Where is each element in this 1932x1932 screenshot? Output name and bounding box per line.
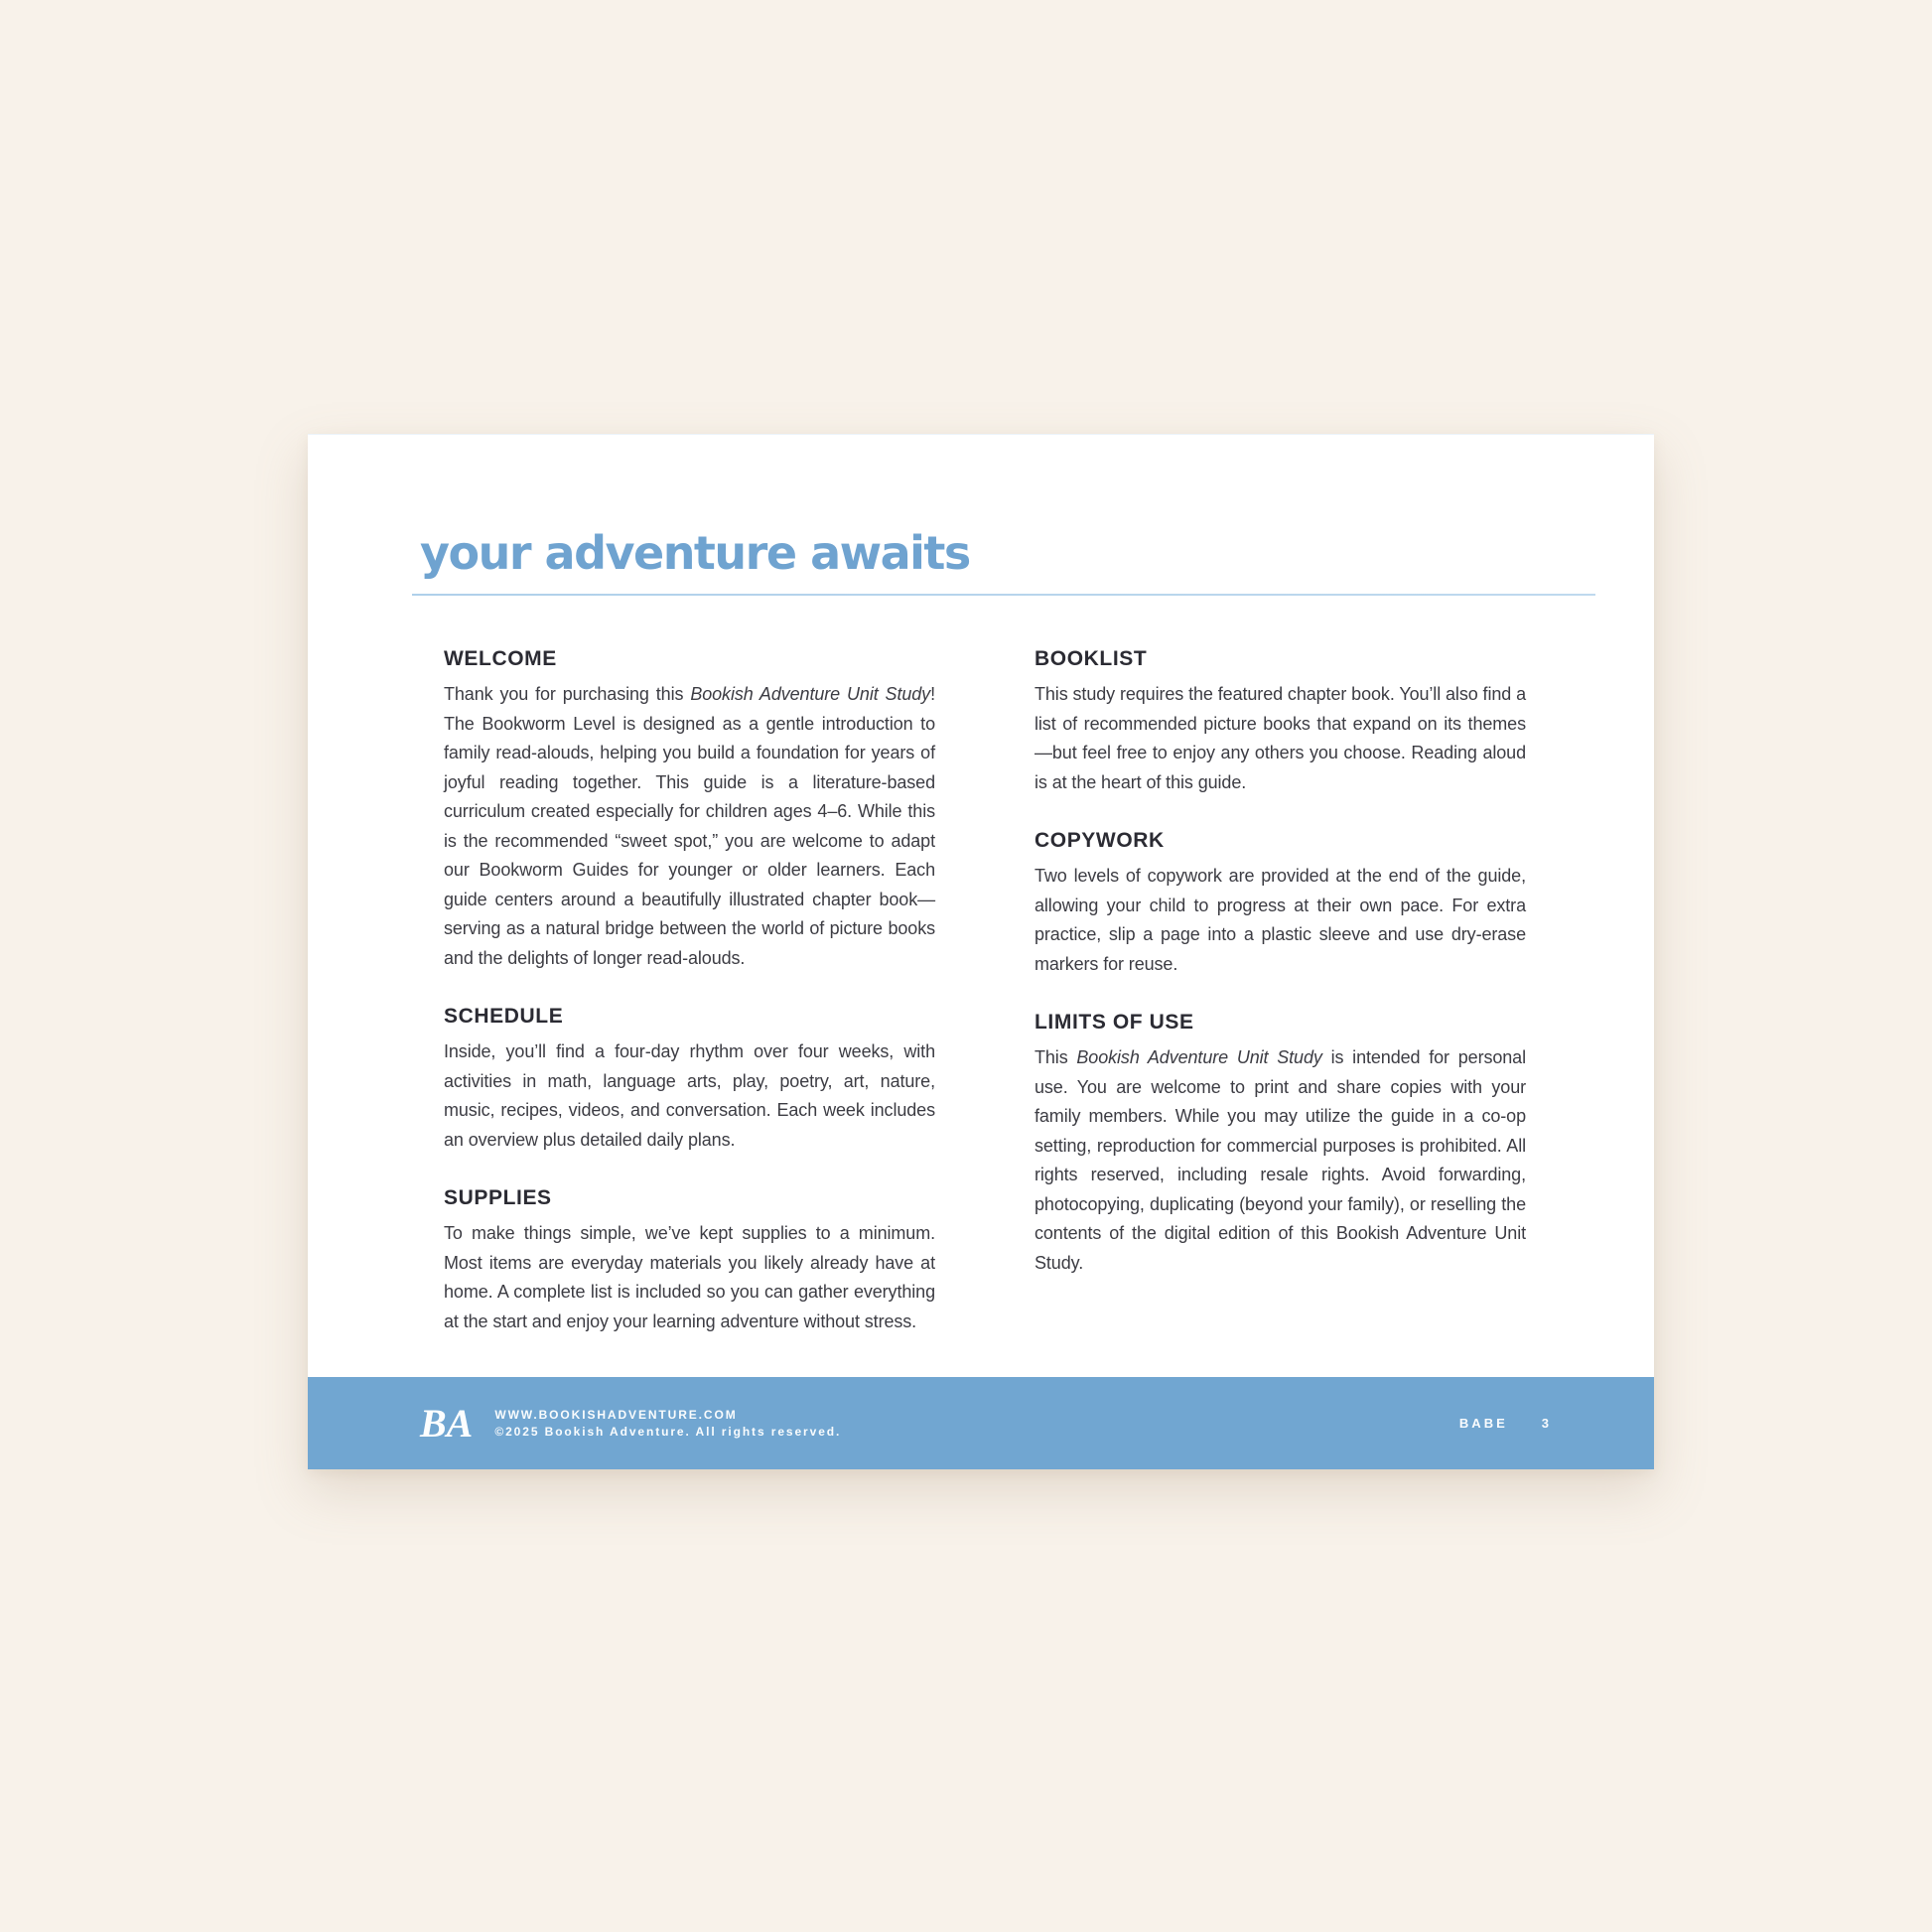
text-run: ! The Bookworm Level is designed as a gentle introduction to family read-alouds, helping you build a foundation for years of joyful reading together. This guide is a literature-based curriculum created especially for children ages 4–6. While this is the recommended “sweet spot,” you are welcome to adapt our Bookworm Guides for younger or older learners. Each guide centers around a beautifully illustrated chapter book—serving as a natural bridge between the world of picture books and the delights of longer read-alouds. <box>444 684 935 968</box>
title-underline-divider <box>412 594 1595 596</box>
section-copywork <box>1035 829 1526 979</box>
footer-copyright: ©2025 Bookish Adventure. All rights reserved. <box>494 1425 842 1439</box>
document-page <box>308 434 1654 1469</box>
text-run: Thank you for purchasing this <box>444 684 691 704</box>
text-run: This study requires the featured chapter book. You’ll also find a list of recommended picture books that expand on its themes—but feel free to enjoy any others you choose. Reading aloud is at the heart of this guide. <box>1035 684 1526 792</box>
section-heading: COPYWORK <box>1035 829 1165 852</box>
column-left <box>444 647 935 1368</box>
footer-right <box>1459 1416 1552 1431</box>
section-supplies <box>444 1186 935 1336</box>
section-paragraph <box>444 1037 935 1155</box>
column-right <box>1035 647 1526 1368</box>
footer-meta <box>494 1408 841 1439</box>
section-limits-of-use <box>1035 1011 1526 1278</box>
section-heading: SUPPLIES <box>444 1186 552 1209</box>
footer-guide-code: BABE <box>1458 1416 1508 1431</box>
section-heading: SCHEDULE <box>444 1005 564 1028</box>
brand-logo: BA <box>420 1400 474 1446</box>
text-run: Inside, you’ll find a four-day rhythm over four weeks, with activities in math, language arts, play, poetry, art, nature, music, recipes, videos, and conversation. Each week includes an overview plus detailed daily plans. <box>444 1041 935 1150</box>
section-paragraph <box>1035 862 1526 979</box>
section-paragraph <box>1035 680 1526 797</box>
footer-page-number: 3 <box>1541 1416 1552 1431</box>
italic-text-run: Bookish Adventure Unit Study <box>690 684 931 704</box>
section-welcome <box>444 647 935 973</box>
page-title: your adventure awaits <box>420 526 970 580</box>
text-run: To make things simple, we’ve kept supplies to a minimum. Most items are everyday materials you likely already have at home. A complete list is included so you can gather everything at the start and enjoy your learning adventure without stress. <box>444 1223 935 1331</box>
section-booklist <box>1035 647 1526 797</box>
section-schedule <box>444 1005 935 1155</box>
section-paragraph <box>444 680 935 973</box>
page-footer <box>308 1377 1654 1469</box>
section-paragraph <box>444 1219 935 1336</box>
section-heading: LIMITS OF USE <box>1035 1011 1194 1034</box>
content-columns <box>444 647 1526 1368</box>
section-heading: WELCOME <box>444 647 557 670</box>
text-run: Two levels of copywork are provided at the end of the guide, allowing your child to progress at their own pace. For extra practice, slip a page into a plastic sleeve and use dry-erase markers for reuse. <box>1035 866 1526 974</box>
footer-website: WWW.BOOKISHADVENTURE.COM <box>494 1408 738 1422</box>
italic-text-run: Bookish Adventure Unit Study <box>1076 1047 1322 1067</box>
text-run: This <box>1035 1047 1077 1067</box>
text-run: is intended for personal use. You are welcome to print and share copies with your family members. While you may utilize the guide in a co-op setting, reproduction for commercial purposes is prohibited. All rights reserved, including resale rights. Avoid forwarding, photocopying, duplicating (beyond your family), or reselling the contents of the digital edition of this Bookish Adventure Unit Study. <box>1035 1047 1526 1273</box>
section-heading: BOOKLIST <box>1035 647 1148 670</box>
section-paragraph <box>1035 1043 1526 1278</box>
